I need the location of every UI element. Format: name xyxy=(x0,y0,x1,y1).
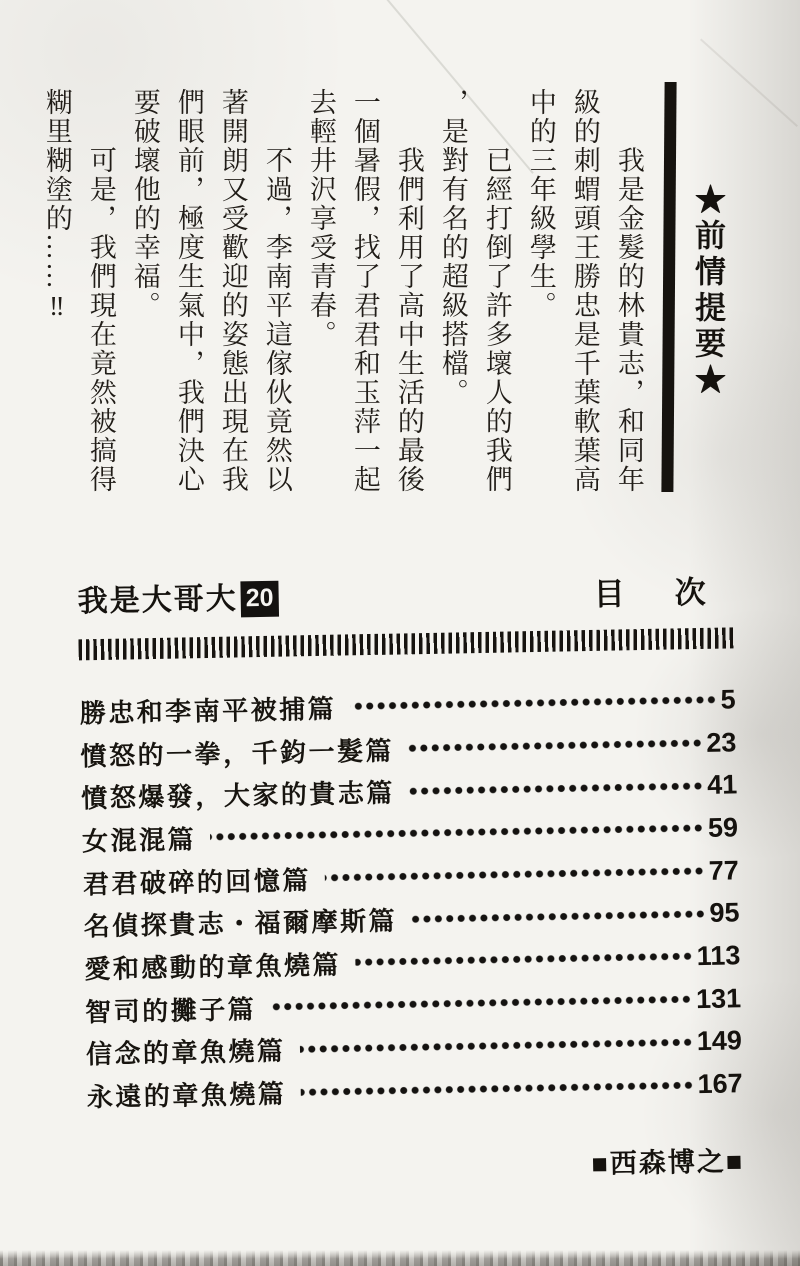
toc-page-number: 167 xyxy=(697,1068,743,1100)
series-title-text: 我是大哥大 xyxy=(77,582,239,619)
toc-list xyxy=(79,678,743,1117)
toc-page-number: 131 xyxy=(695,982,742,1014)
toc-row-title: 憤怒爆發，大家的貴志篇 xyxy=(81,777,396,814)
series-title xyxy=(77,573,279,621)
toc-page-number: 41 xyxy=(706,769,738,801)
preface-text-column: 中的三年級學生。 xyxy=(525,88,556,320)
toc-dot-leader xyxy=(299,1036,693,1055)
toc-dot-leader xyxy=(325,865,705,884)
toc-divider-stripes xyxy=(78,627,734,660)
toc-row-title: 憤怒的一拳，千鈞一髮篇 xyxy=(80,735,395,771)
volume-badge: 20 xyxy=(240,581,278,618)
toc-row-title: 名偵探貴志・福爾摩斯篇 xyxy=(83,905,398,942)
toc-dot-leader xyxy=(408,737,703,754)
toc-row-title: 智司的攤子篇 xyxy=(84,993,257,1027)
preface-text-column: 們眼前，極度生氣中，我們決心 xyxy=(173,88,204,494)
scan-bottom-edge xyxy=(0,1250,800,1266)
preface-text-column: 已經打倒了許多壞人的我們 xyxy=(481,146,512,494)
preface-text-column: 可是，我們現在竟然被搞得 xyxy=(85,146,116,494)
toc-page-number: 149 xyxy=(696,1025,743,1057)
toc-dot-leader xyxy=(270,993,692,1013)
toc-page-number: 95 xyxy=(709,897,740,929)
preface-text-column: 要破壞他的幸福。 xyxy=(129,88,160,320)
toc-page-number: 77 xyxy=(708,854,740,886)
toc-heading-char-1: 目 xyxy=(593,576,626,612)
toc-page-number: 113 xyxy=(696,940,741,972)
preface-text-column: 我們利用了高中生活的最後 xyxy=(393,146,424,494)
author-credit: ■西森博之■ xyxy=(591,1146,745,1179)
toc-heading xyxy=(593,567,706,614)
preface-text-column: ，是對有名的超級搭檔。 xyxy=(437,88,468,407)
preface-text-column: 著開朗又受歡迎的姿態出現在我 xyxy=(217,88,248,494)
toc-row-title: 愛和感動的章魚燒篇 xyxy=(84,949,342,985)
preface-heading: ★前情提要★ xyxy=(690,183,725,399)
preface-section xyxy=(40,88,724,494)
toc-dot-leader xyxy=(409,780,704,797)
preface-divider-bar xyxy=(661,82,676,492)
toc-row-title: 永遠的章魚燒篇 xyxy=(86,1078,287,1113)
toc-dot-leader xyxy=(210,822,704,843)
toc-heading-char-2: 次 xyxy=(674,574,706,611)
preface-text-column: 糊里糊塗的……‼ xyxy=(41,88,72,323)
toc-dot-leader xyxy=(350,694,717,713)
preface-text-column: 一個暑假，找了君君和玉萍一起 xyxy=(349,88,380,494)
toc-dot-leader xyxy=(411,908,706,925)
toc-section xyxy=(77,564,744,1190)
toc-page-number: 23 xyxy=(706,726,737,758)
preface-text-column: 級的刺蝟頭王勝忠是千葉軟葉高 xyxy=(569,88,600,494)
toc-row-title: 信念的章魚燒篇 xyxy=(85,1035,286,1070)
preface-text-column: 我是金髮的林貴志，和同年 xyxy=(613,146,644,494)
toc-row-title: 女混混篇 xyxy=(81,824,197,857)
toc-page-number: 5 xyxy=(720,684,736,715)
toc-row-title: 君君破碎的回憶篇 xyxy=(82,864,312,899)
toc-dot-leader xyxy=(355,951,693,969)
preface-text-column: 去輕井沢享受青春。 xyxy=(305,88,336,349)
toc-page-number: 59 xyxy=(707,812,739,843)
preface-text-column: 不過，李南平這傢伙竟然以 xyxy=(261,146,292,494)
toc-row-title: 勝忠和李南平被捕篇 xyxy=(79,693,337,729)
toc-dot-leader xyxy=(300,1079,694,1098)
